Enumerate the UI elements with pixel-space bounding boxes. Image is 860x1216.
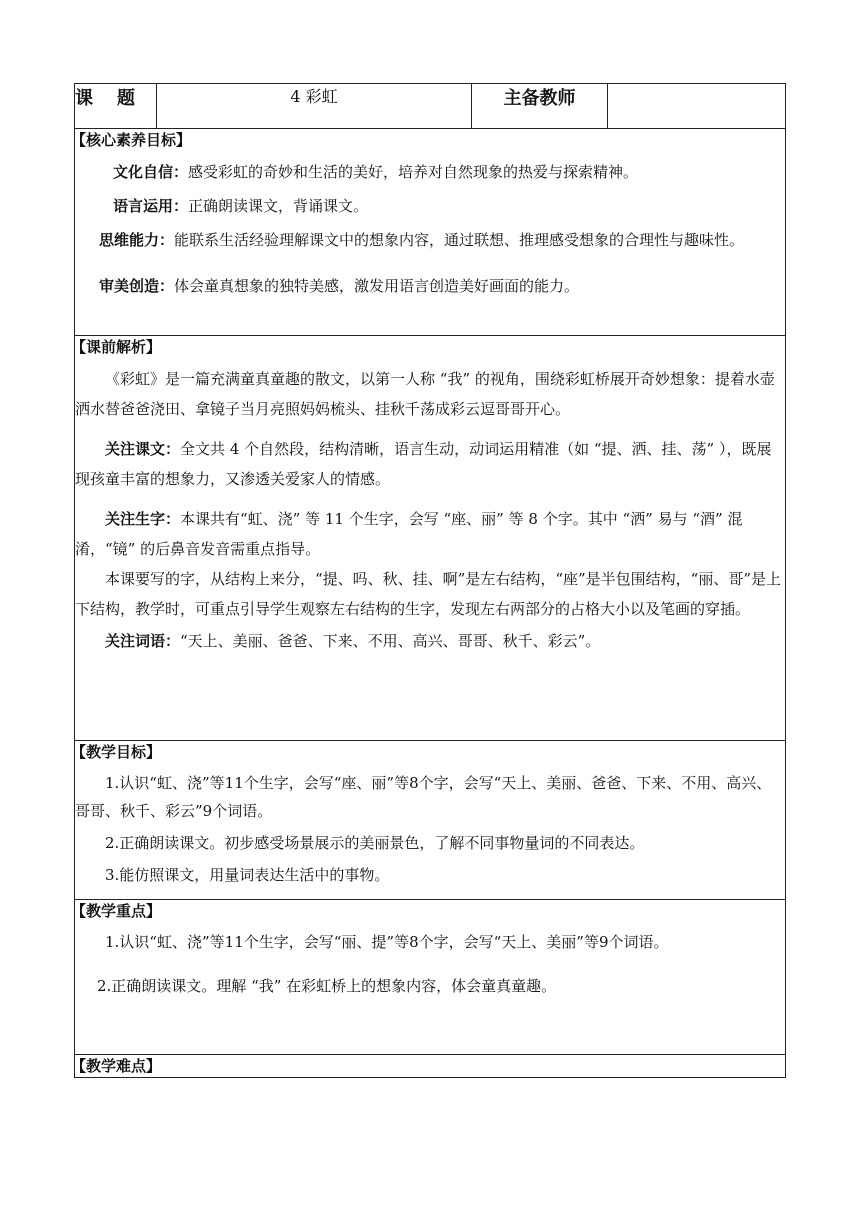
structure-note: 本课要写的字，从结构上来分，“提、吗、秋、挂、啊”是左右结构，“座”是半包围结构，“丽、哥”是上下结构，教学时，可重点引导学生观察左右结构的生字，发现左右两部分的占格大小以及笔画的穿插。 xyxy=(75,570,782,618)
topic-label-a: 课 xyxy=(75,88,93,109)
lesson-plan-table xyxy=(71,83,786,1078)
pre-analysis-title: 【课前解析】 xyxy=(71,338,162,356)
teaching-goals-row xyxy=(75,741,786,900)
topic-label-cell xyxy=(75,84,157,129)
core-goals-title: 【核心素养目标】 xyxy=(71,131,192,149)
lesson-title: 4 彩虹 xyxy=(157,84,472,129)
core-goal-thinking: 思维能力：能联系生活经验理解课文中的想象内容，通过联想、推理感受想象的合理性与趣味性。 xyxy=(99,231,745,249)
core-goals-row xyxy=(75,129,786,336)
teaching-goal-2: 2.正确朗读课文。初步感受场景展示的美丽景色，了解不同事物量词的不同表达。 xyxy=(105,834,645,852)
key-points-row xyxy=(75,900,786,1055)
pre-analysis-intro: 《彩虹》是一篇充满童真童趣的散文，以第一人称 “我” 的视角，围绕彩虹桥展开奇妙想象：提着水壶洒水替爸爸浇田、拿镜子当月亮照妈妈梳头、挂秋千荡成彩云逗哥哥开心。 xyxy=(75,370,775,418)
teacher-label: 主备教师 xyxy=(472,84,608,129)
word-focus: 关注词语：“天上、美丽、爸爸、下来、不用、高兴、哥哥、秋千、彩云”。 xyxy=(105,632,601,650)
text-focus: 关注课文：全文共 4 个自然段，结构清晰，语言生动，动词运用精准（如 “提、洒、挂、荡” ），既展现孩童丰富的想象力，又渗透关爱家人的情感。 xyxy=(75,440,772,488)
pre-analysis-row xyxy=(75,336,786,741)
char-focus: 关注生字：本课共有“虹、浇” 等 11 个生字，会写 “座、丽” 等 8 个字。其中 “洒” 易与 “酒” 混淆，“镜” 的后鼻音发音需重点指导。 xyxy=(75,510,743,558)
core-goal-culture: 文化自信：感受彩虹的奇妙和生活的美好，培养对自然现象的热爱与探索精神。 xyxy=(113,163,639,181)
header-row xyxy=(75,84,786,129)
key-point-1: 1.认识“虹、浇”等11个生字，会写“丽、提”等8个字，会写“天上、美丽”等9个词语。 xyxy=(105,933,669,951)
core-goal-aesthetic: 审美创造：体会童真想象的独特美感，激发用语言创造美好画面的能力。 xyxy=(99,277,580,295)
core-goal-language: 语言运用：正确朗读课文，背诵课文。 xyxy=(113,197,369,215)
topic-label-b: 题 xyxy=(117,88,135,109)
key-points-title: 【教学重点】 xyxy=(71,902,162,920)
difficulties-row xyxy=(75,1055,786,1078)
teaching-goal-3: 3.能仿照课文，用量词表达生活中的事物。 xyxy=(105,866,390,884)
teacher-value xyxy=(608,84,786,129)
teaching-goals-title: 【教学目标】 xyxy=(71,743,162,761)
key-point-2: 2.正确朗读课文。理解 “我” 在彩虹桥上的想象内容，体会童真童趣。 xyxy=(97,977,557,995)
difficulties-title: 【教学难点】 xyxy=(71,1057,162,1075)
teaching-goal-1: 1.认识“虹、浇”等11个生字，会写“座、丽”等8个字，会写“天上、美丽、爸爸、下来、不用、高兴、哥哥、秋千、彩云”9个词语。 xyxy=(75,774,772,820)
lesson-plan-sheet xyxy=(71,83,785,1078)
